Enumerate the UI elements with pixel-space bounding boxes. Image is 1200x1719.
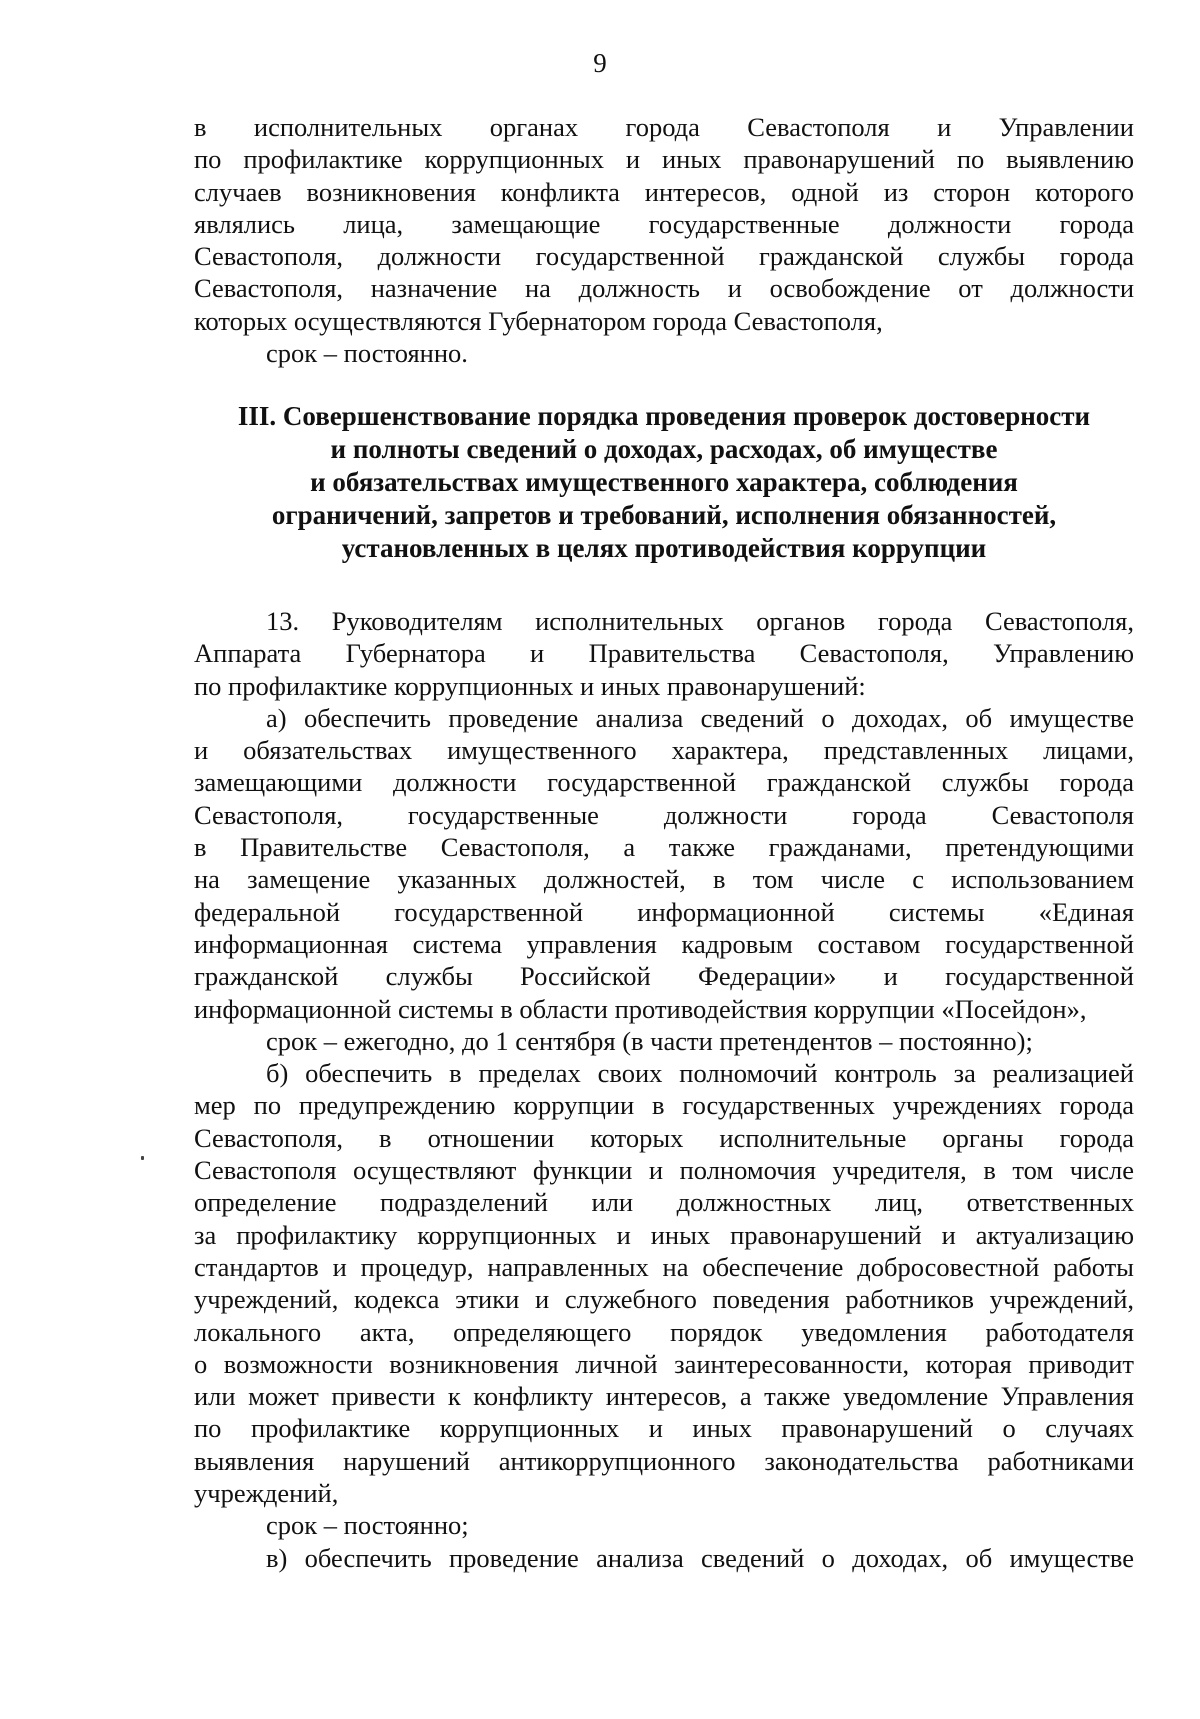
text-line: мер по предупреждению коррупции в государственных учреждениях города xyxy=(194,1090,1134,1121)
text-line: замещающими должности государственной гражданской службы города xyxy=(194,767,1134,798)
text-line: случаев возникновения конфликта интересов, одной из сторон которого xyxy=(194,176,1134,207)
subitem-a-first-line: а) обеспечить проведение анализа сведений о доходах, об имуществе xyxy=(266,702,1134,733)
heading-line: установленных в целях противодействия коррупции xyxy=(341,533,987,563)
intro-text-block xyxy=(194,111,1134,369)
heading-line: и обязательствах имущественного характера, соблюдения xyxy=(310,467,1018,497)
text-line: Аппарата Губернатора и Правительства Севастополя, Управлению xyxy=(194,638,1134,669)
text-line: о возможности возникновения личной заинтересованности, которая приводит xyxy=(194,1348,1134,1379)
item-13-first-line: 13. Руководителям исполнительных органов города Севастополя, xyxy=(266,606,1134,636)
text-line: за профилактику коррупционных и иных правонарушений и актуализацию xyxy=(194,1219,1134,1250)
text-line: и обязательствах имущественного характера, представленных лицами, xyxy=(194,735,1134,766)
text-line: локального акта, определяющего порядок уведомления работодателя xyxy=(194,1316,1134,1347)
text-line: в исполнительных органах города Севастополя и Управлении xyxy=(194,112,1134,142)
text-line: информационная система управления кадровым составом государственной xyxy=(194,928,1134,959)
section-heading xyxy=(194,400,1134,565)
page-number: 9 xyxy=(593,48,607,78)
text-line: Севастополя, в отношении которых исполнительные органы города xyxy=(194,1122,1134,1153)
text-line: по профилактике коррупционных и иных правонарушений: xyxy=(194,670,866,701)
text-line: стандартов и процедур, направленных на обеспечение добросовестной работы xyxy=(194,1251,1134,1282)
text-line: в Правительстве Севастополя, а также гражданами, претендующими xyxy=(194,832,1134,863)
text-line: федеральной государственной информационной системы «Единая xyxy=(194,896,1134,927)
subitem-b-first-line: б) обеспечить в пределах своих полномочий контроль за реализацией xyxy=(266,1058,1134,1089)
text-line: которых осуществляются Губернатором города Севастополя, xyxy=(194,305,883,336)
text-line: информационной системы в области противодействия коррупции «Посейдон», xyxy=(194,993,1087,1024)
deadline-line: срок – ежегодно, до 1 сентября (в части претендентов – постоянно); xyxy=(266,1025,1033,1056)
subitem-c-first-line: в) обеспечить проведение анализа сведений о доходах, об имуществе xyxy=(266,1542,1134,1573)
heading-line: III. Совершенствование порядка проведения проверок достоверности xyxy=(237,401,1091,431)
text-line: Севастополя, должности государственной гражданской службы города xyxy=(194,241,1134,272)
scan-speck xyxy=(141,1156,144,1160)
text-line: учреждений, xyxy=(194,1478,339,1509)
text-line: гражданской службы Российской Федерации» и государственной xyxy=(194,961,1134,992)
text-line: по профилактике коррупционных и иных правонарушений о случаях xyxy=(194,1413,1134,1444)
deadline-line: срок – постоянно; xyxy=(266,1510,469,1541)
text-line: выявления нарушений антикоррупционного законодательства работниками xyxy=(194,1445,1134,1476)
heading-line: ограничений, запретов и требований, исполнения обязанностей, xyxy=(271,500,1057,530)
heading-line: и полноты сведений о доходах, расходах, об имуществе xyxy=(330,434,998,464)
text-line: Севастополя, назначение на должность и освобождение от должности xyxy=(194,273,1134,304)
text-line: являлись лица, замещающие государственные должности города xyxy=(194,208,1134,239)
text-line: по профилактике коррупционных и иных правонарушений по выявлению xyxy=(194,144,1134,175)
text-line: Севастополя осуществляют функции и полномочия учредителя, в том числе xyxy=(194,1155,1134,1186)
text-line: учреждений, кодекса этики и служебного поведения работников учреждений, xyxy=(194,1284,1134,1315)
text-line: или может привести к конфликту интересов, а также уведомление Управления xyxy=(194,1381,1134,1412)
text-line: Севастополя, государственные должности города Севастополя xyxy=(194,799,1134,830)
text-line: определение подразделений или должностных лиц, ответственных xyxy=(194,1187,1134,1218)
deadline-line: срок – постоянно. xyxy=(266,338,468,369)
text-line: на замещение указанных должностей, в том числе с использованием xyxy=(194,864,1134,895)
item-13-block xyxy=(194,605,1134,1574)
